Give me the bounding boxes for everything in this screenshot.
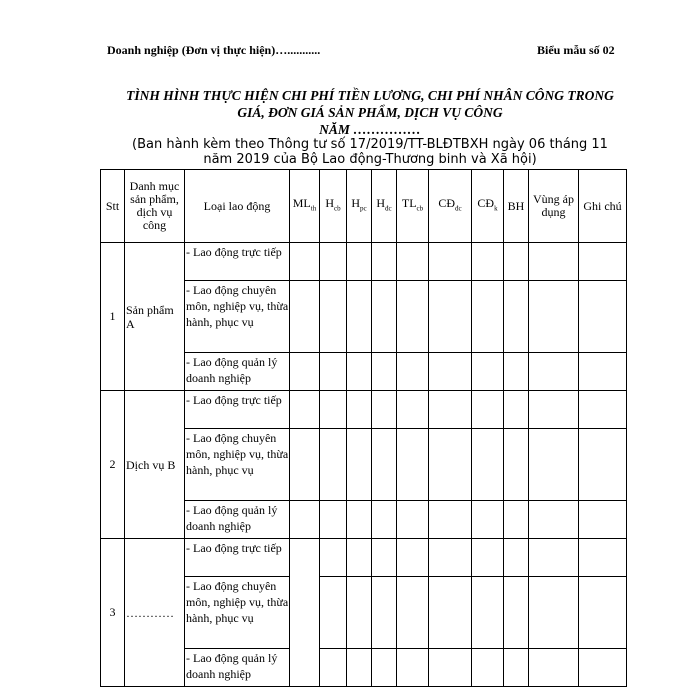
labor-type-cell: - Lao động chuyên môn, nghiệp vụ, thừa hành, phục vụ [185,281,290,353]
col-hpc [347,170,372,243]
form-number: Biểu mẫu số 02 [537,43,615,57]
col-ml-sub: th [310,204,317,213]
col-labor-type: Loại lao động [185,170,290,243]
col-hdc-sub: đc [385,204,392,213]
row-stt: 2 [101,391,125,539]
labor-type-cell: - Lao động trực tiếp [185,539,290,577]
col-tlcb-base: TL [401,195,417,210]
report-table [100,169,627,687]
col-hcb-sub: cb [334,204,341,213]
col-hpc-base: H [351,195,361,210]
enterprise-label: Doanh nghiệp (Đơn vị thực hiện)…........... [107,43,321,57]
col-hcb-base: H [325,195,335,210]
col-note: Ghi chú [579,170,627,243]
col-cddc-base: CĐ [438,195,456,210]
col-tlcb-sub: cb [416,204,424,213]
labor-type-cell: - Lao động quản lý doanh nghiệp [185,501,290,539]
col-stt: Stt [101,170,125,243]
document-title-line-1: TÌNH HÌNH THỰC HIỆN CHI PHÍ TIỀN LƯƠNG, CHI PHÍ NHÂN CÔNG TRONG [126,88,614,103]
row-product: ………… [125,539,185,687]
col-cddc-sub: đc [455,204,462,213]
table-row [101,243,627,281]
issuance-note-line-2: năm 2019 của Bộ Lao động-Thương binh và Xã hội) [203,152,537,167]
labor-type-cell: - Lao động quản lý doanh nghiệp [185,353,290,391]
table-row [101,391,627,429]
col-cdk-base: CĐ [477,195,495,210]
col-product: Danh mục sản phẩm, dịch vụ công [125,170,185,243]
row-product: Dịch vụ B [125,391,185,539]
col-hpc-sub: pc [360,204,367,213]
labor-type-cell: - Lao động chuyên môn, nghiệp vụ, thừa hành, phục vụ [185,429,290,501]
col-bh: BH [504,170,529,243]
labor-type-cell: - Lao động quản lý doanh nghiệp [185,649,290,687]
issuance-note-line-1: (Ban hành kèm theo Thông tư số 17/2019/TT-BLĐTBXH ngày 06 tháng 11 [132,137,608,152]
labor-type-cell: - Lao động trực tiếp [185,391,290,429]
table-header-row [101,170,627,243]
col-hdc [372,170,397,243]
labor-type-cell: - Lao động trực tiếp [185,243,290,281]
col-hcb [320,170,347,243]
col-tlcb [397,170,429,243]
document-title-line-2: GIÁ, ĐƠN GIÁ SẢN PHẨM, DỊCH VỤ CÔNG [237,105,503,120]
col-region: Vùng áp dụng [529,170,579,243]
row-product: Sản phẩm A [125,243,185,391]
col-cdk [472,170,504,243]
document-title-year: NĂM …………… [319,122,421,137]
row-stt: 3 [101,539,125,687]
col-ml [290,170,320,243]
col-cddc [429,170,472,243]
col-hdc-base: H [376,195,386,210]
row-stt: 1 [101,243,125,391]
col-cdk-sub: k [494,204,498,213]
table-row [101,539,627,577]
labor-type-cell: - Lao động chuyên môn, nghiệp vụ, thừa hành, phục vụ [185,577,290,649]
col-ml-base: ML [292,195,311,210]
